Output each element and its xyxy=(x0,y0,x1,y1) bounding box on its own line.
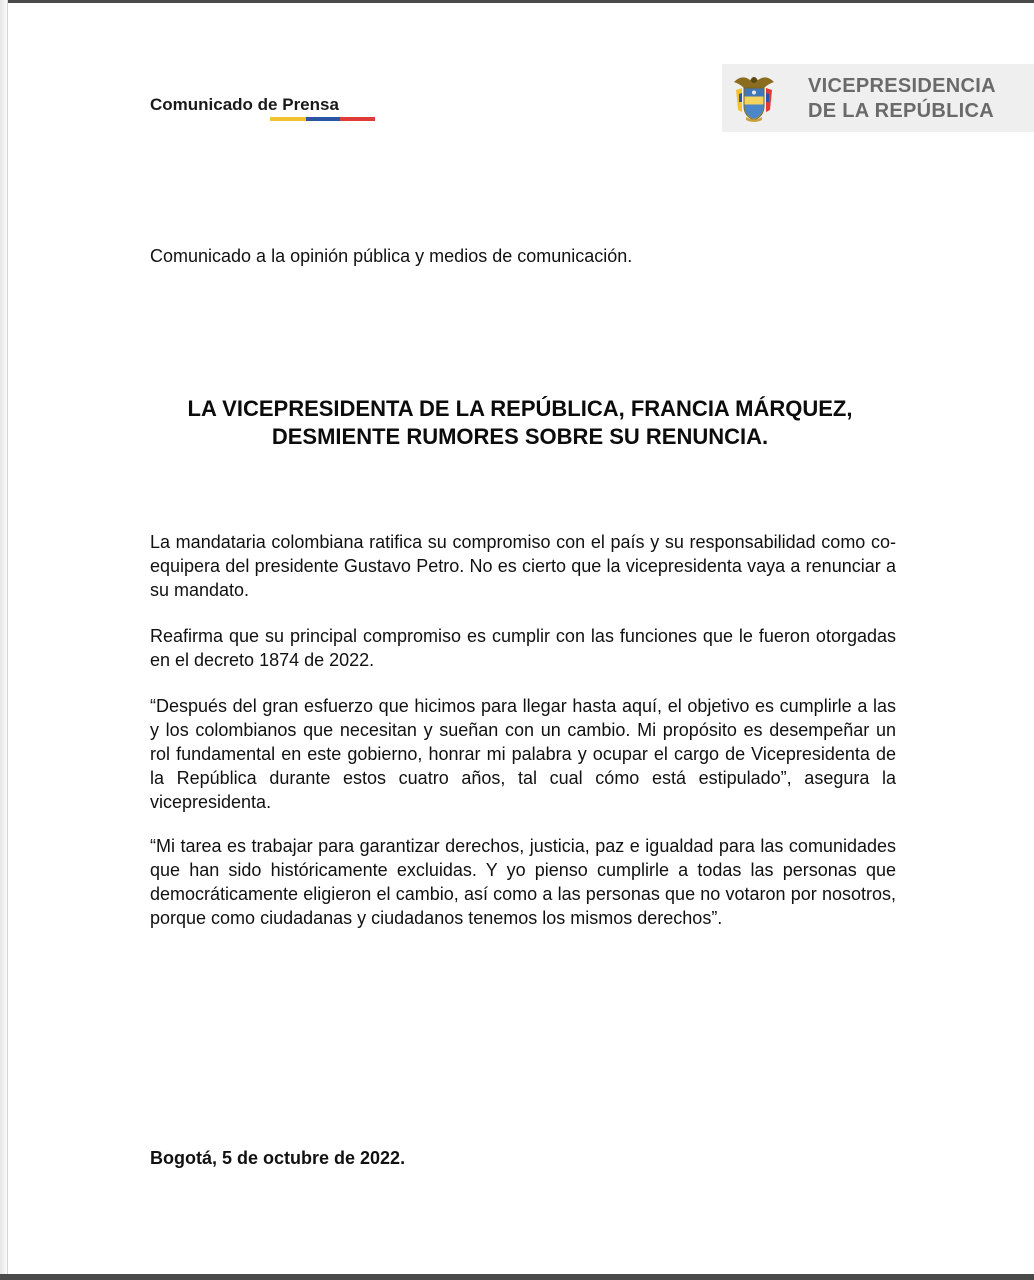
screen-top-border xyxy=(0,0,1034,3)
institution-name-line2: DE LA REPÚBLICA xyxy=(808,100,994,122)
body-paragraph-4: “Mi tarea es trabajar para garantizar derechos, justicia, paz e igualdad para las comunidades que han sido históricamente excluidas. Y yo pienso cumplirle a todas las personas que democráticamente eligieron el cambio, así como a las personas que no votaron por nosotros, porque como ciudadanas y ciudadanos tenemos los mismos derechos”. xyxy=(150,836,896,928)
institution-name-line1: VICEPRESIDENCIA xyxy=(808,75,996,97)
tricolor-underline xyxy=(270,117,375,121)
tricolor-yellow xyxy=(270,117,306,121)
institution-name xyxy=(808,74,996,124)
intro-line: Comunicado a la opinión pública y medios de comunicación. xyxy=(150,246,633,266)
tricolor-blue xyxy=(306,117,340,121)
headline-line1: LA VICEPRESIDENTA DE LA REPÚBLICA, FRANCIA MÁRQUEZ, xyxy=(187,396,853,421)
colombia-coat-of-arms-icon xyxy=(732,72,776,124)
document-type-label: Comunicado de Prensa xyxy=(150,95,339,114)
headline-line2: DESMIENTE RUMORES SOBRE SU RENUNCIA. xyxy=(271,424,769,449)
body-paragraph-3: “Después del gran esfuerzo que hicimos para llegar hasta aquí, el objetivo es cumplirle a las y los colombianos que necesitan y sueñan con un cambio. Mi propósito es desempeñar un rol fundamental en este gobierno, honrar mi palabra y ocupar el cargo de Vicepresidenta de la República durante estos cuatro años, tal cual cómo está estipulado”, asegura la vicepresidenta. xyxy=(150,696,896,812)
tricolor-red xyxy=(340,117,375,121)
page-left-edge-line xyxy=(7,0,8,1280)
place-date-signoff: Bogotá, 5 de octubre de 2022. xyxy=(150,1148,406,1168)
institution-logo xyxy=(722,64,1034,132)
body-paragraph-1: La mandataria colombiana ratifica su compromiso con el país y su responsabilidad como co-equipera del presidente Gustavo Petro. No es cierto que la vicepresidenta vaya a renunciar a su mandato. xyxy=(150,532,896,600)
body-paragraph-2: Reafirma que su principal compromiso es cumplir con las funciones que le fueron otorgadas en el decreto 1874 de 2022. xyxy=(150,626,896,670)
screen-bottom-border xyxy=(0,1274,1034,1280)
headline xyxy=(120,395,920,451)
